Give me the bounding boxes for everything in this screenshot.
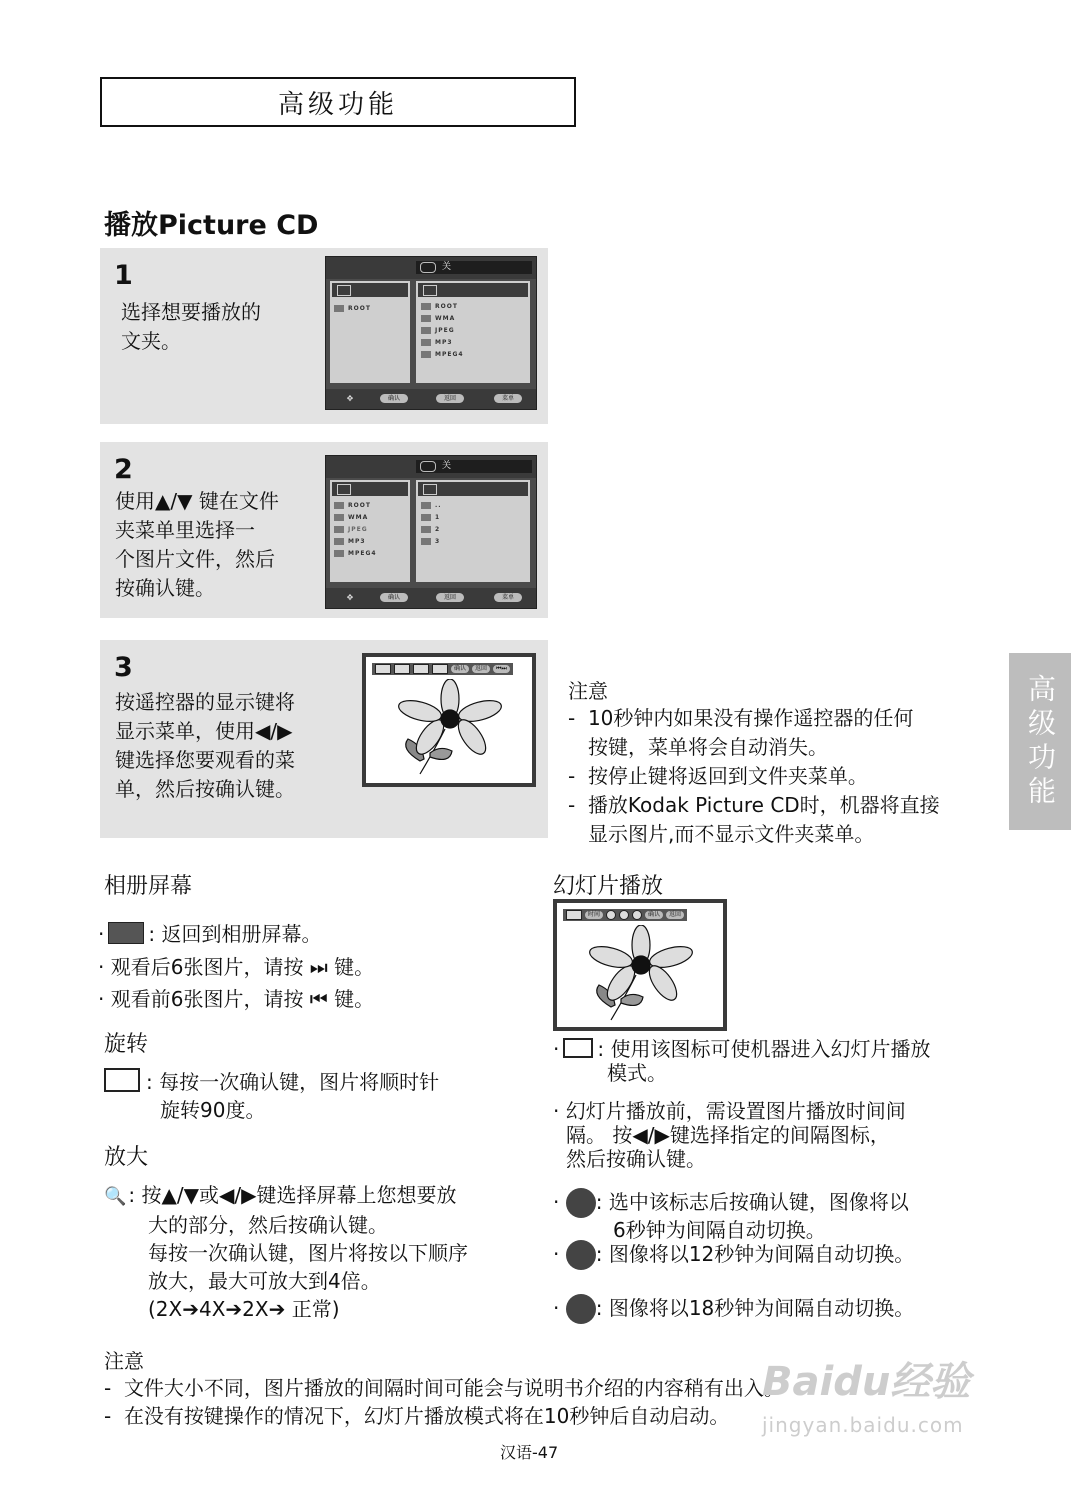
- note-item: - 在没有按键操作的情况下，幻灯片播放模式将在10秒钟后自动启动。: [104, 1404, 730, 1428]
- rotate-item: [104, 1068, 439, 1124]
- step-line: 单，然后按确认键。: [115, 777, 295, 801]
- list-item[interactable]: [421, 315, 455, 322]
- watermark-brand: Baidu经验: [762, 1359, 971, 1405]
- back-button[interactable]: 返回: [436, 394, 464, 403]
- step-line: 文夹。: [121, 329, 181, 353]
- rotate-title: 旋转: [104, 1032, 149, 1057]
- list-item-label: MP3: [348, 538, 366, 545]
- step-line: 按确认键。: [115, 576, 215, 600]
- list-item-label: WMA: [435, 315, 456, 322]
- photo-toolbar: [563, 909, 687, 921]
- confirm-button[interactable]: 确认: [380, 593, 408, 602]
- confirm-pill[interactable]: 确认: [645, 911, 663, 919]
- list-item[interactable]: [334, 502, 371, 509]
- item-text: 大的部分，然后按确认键。: [148, 1213, 388, 1237]
- slideshow-title: 幻灯片播放: [553, 874, 664, 899]
- album-title: 相册屏幕: [104, 874, 193, 899]
- interval-12s-icon[interactable]: [619, 910, 629, 920]
- menu-button[interactable]: 菜单: [494, 593, 522, 602]
- zoom-icon[interactable]: [413, 664, 429, 674]
- zoom-title: 放大: [104, 1145, 149, 1170]
- list-item-label: ROOT: [348, 305, 371, 312]
- back-pill[interactable]: 返回: [472, 665, 490, 673]
- interval-12s-item: · : 图像将以12秒钟为间隔自动切换。: [553, 1240, 993, 1270]
- disc-icon: [337, 285, 351, 296]
- folder-icon: [334, 550, 344, 557]
- item-text: : 图像将以18秒钟为间隔自动切换。: [595, 1296, 915, 1320]
- list-item-label: ROOT: [435, 303, 458, 310]
- list-item-label: MPEG4: [435, 351, 464, 358]
- note-title: 注意: [104, 1349, 144, 1373]
- slideshow-icon[interactable]: [432, 664, 448, 674]
- flower-image: [390, 679, 510, 779]
- step-line: 键选择您要观看的菜: [115, 748, 295, 772]
- confirm-button[interactable]: 确认: [380, 394, 408, 403]
- speaker-icon: [423, 484, 437, 495]
- list-item-label: JPEG: [435, 327, 455, 334]
- back-pill[interactable]: 返回: [666, 911, 684, 919]
- step-line: 夹菜单里选择一: [115, 518, 255, 542]
- list-item-label: WMA: [348, 514, 369, 521]
- album-grid-icon: [108, 922, 144, 944]
- folder-icon: [334, 538, 344, 545]
- repeat-off-tag: [416, 261, 532, 274]
- folder-icon: [421, 339, 431, 346]
- interval-12s-icon: [566, 1240, 596, 1270]
- baidu-watermark: [762, 1350, 1022, 1470]
- interval-18s-icon[interactable]: [632, 910, 642, 920]
- back-button[interactable]: 返回: [436, 593, 464, 602]
- section-title: 播放Picture CD: [104, 210, 319, 241]
- note-line: 显示图片,而不显示文件夹菜单。: [588, 822, 875, 846]
- list-item-label: MPEG4: [348, 550, 377, 557]
- folder-icon: [421, 327, 431, 334]
- repeat-icon: [420, 461, 436, 472]
- note-item: - 按停止键将返回到文件夹菜单。: [568, 764, 868, 788]
- step-line: 显示菜单，使用◀/▶: [115, 719, 293, 743]
- step-text: [115, 487, 279, 603]
- step-number: 3: [114, 652, 133, 683]
- menu-button[interactable]: 菜单: [494, 394, 522, 403]
- right-pane: [416, 480, 530, 582]
- album-item: · 观看后6张图片，请按 ⏭ 键。: [98, 955, 375, 979]
- step-text: [121, 298, 261, 356]
- note-item: - 10秒钟内如果没有操作遥控器的任何 按键，菜单将会自动消失。: [568, 704, 988, 762]
- side-tab: 高级功能: [1009, 653, 1071, 830]
- slideshow-photo: [553, 899, 727, 1031]
- list-item-label: 1: [435, 514, 441, 521]
- item-text: : 选中该标志后按确认键，图像将以: [595, 1190, 909, 1214]
- skip-pill[interactable]: ⏮⏭: [493, 665, 510, 673]
- item-text: : 图像将以12秒钟为间隔自动切换。: [595, 1242, 915, 1266]
- album-icon[interactable]: [375, 664, 391, 674]
- interval-18s-icon: [566, 1294, 596, 1324]
- dpad-icon: ✥: [346, 593, 354, 602]
- folder-icon: [421, 351, 431, 358]
- list-item[interactable]: [421, 514, 440, 521]
- left-pane: [330, 281, 410, 383]
- note-1: [568, 675, 988, 849]
- interval-18s-item: · : 图像将以18秒钟为间隔自动切换。: [553, 1294, 993, 1324]
- list-item[interactable]: [334, 550, 377, 557]
- step-3-panel: [100, 640, 548, 838]
- step-1-panel: [100, 248, 548, 424]
- note-line: 10秒钟内如果没有操作遥控器的任何: [587, 706, 914, 730]
- list-item[interactable]: [421, 526, 440, 533]
- image-file-icon: [421, 526, 431, 533]
- repeat-icon: [420, 262, 436, 273]
- item-text: 幻灯片播放前，需设置图片播放时间间: [565, 1099, 906, 1123]
- note-item: - 播放Kodak Picture CD时，机器将直接 显示图片,而不显示文件夹菜单。: [568, 791, 988, 849]
- list-item-label: MP3: [435, 339, 453, 346]
- item-text: 然后按确认键。: [566, 1147, 706, 1171]
- page-number: 汉语-47: [500, 1443, 559, 1462]
- image-file-icon: [421, 514, 431, 521]
- list-item-label: ..: [435, 502, 442, 509]
- folder-icon: [334, 305, 344, 312]
- open-folder-icon: [334, 526, 344, 533]
- step-line: 个图片文件，然后: [115, 547, 275, 571]
- step-number: 2: [114, 454, 133, 485]
- item-text: : 返回到相册屏幕。: [148, 922, 322, 946]
- header-title: 高级功能: [277, 89, 398, 120]
- folder-up-icon: [421, 502, 431, 509]
- speaker-icon: [423, 285, 437, 296]
- zoom-item: [104, 1181, 468, 1323]
- file-menu-screen: [325, 455, 537, 609]
- rotate-icon: [104, 1068, 140, 1092]
- item-text: 6秒钟为间隔自动切换。: [613, 1218, 826, 1242]
- right-pane: [416, 281, 530, 383]
- interval-6s-item: · : 选中该标志后按确认键，图像将以 6秒钟为间隔自动切换。: [553, 1188, 993, 1242]
- item-text: 观看前6张图片，请按 ⏮ 键。: [110, 987, 375, 1011]
- folder-icon: [421, 315, 431, 322]
- list-item-label: 2: [435, 526, 441, 533]
- item-text: : 每按一次确认键，图片将顺时针: [146, 1070, 440, 1094]
- rotate-icon[interactable]: [394, 664, 410, 674]
- list-item[interactable]: [421, 502, 442, 509]
- item-text: 旋转90度。: [160, 1098, 266, 1122]
- step-line: 按遥控器的显示键将: [115, 690, 295, 714]
- item-text: 观看后6张图片，请按 ⏭ 键。: [110, 955, 375, 979]
- item-text: 每按一次确认键，图片将按以下顺序: [148, 1241, 468, 1265]
- disc-icon: [337, 484, 351, 495]
- header-box: [100, 77, 576, 127]
- flower-image: [581, 925, 701, 1025]
- step-2-panel: [100, 442, 548, 618]
- confirm-pill[interactable]: 确认: [451, 665, 469, 673]
- list-item[interactable]: [421, 303, 458, 310]
- step-number: 1: [114, 260, 133, 291]
- note-line: 在没有按键操作的情况下，幻灯片播放模式将在10秒钟后自动启动。: [123, 1404, 730, 1428]
- slideshow-icon-item: · : 使用该图标可使机器进入幻灯片播放 模式。: [553, 1037, 993, 1085]
- off-label: 关: [442, 262, 452, 272]
- list-item[interactable]: [334, 538, 366, 545]
- interval-6s-icon: [566, 1188, 596, 1218]
- list-item-label: 3: [435, 538, 441, 545]
- zoom-icon: 🔍: [104, 1186, 127, 1207]
- off-label: 关: [442, 461, 452, 471]
- note-line: 按停止键将返回到文件夹菜单。: [587, 764, 868, 788]
- note-title: 注意: [568, 679, 608, 703]
- dpad-icon: ✥: [346, 394, 354, 403]
- left-pane: [330, 480, 410, 582]
- note-line: 文件大小不同，图片播放的间隔时间可能会与说明书介绍的内容稍有出入。: [123, 1376, 784, 1400]
- list-item[interactable]: [334, 305, 371, 312]
- folder-menu-screen: [325, 256, 537, 410]
- list-item[interactable]: [421, 339, 453, 346]
- folder-icon: [334, 514, 344, 521]
- item-text: 模式。: [607, 1061, 667, 1085]
- list-item[interactable]: [334, 514, 368, 521]
- folder-icon: [334, 502, 344, 509]
- note-item: - 文件大小不同，图片播放的间隔时间可能会与说明书介绍的内容稍有出入。: [104, 1376, 784, 1400]
- item-text: (2X➔4X➔2X➔ 正常): [148, 1297, 340, 1321]
- list-item-selected[interactable]: [334, 526, 368, 533]
- list-item-label: ROOT: [348, 502, 371, 509]
- item-text: : 按▲/▼或◀/▶键选择屏幕上您想要放: [128, 1183, 457, 1207]
- image-file-icon: [421, 538, 431, 545]
- watermark-url: jingyan.baidu.com: [762, 1413, 964, 1437]
- album-item: · 观看前6张图片，请按 ⏮ 键。: [98, 987, 375, 1011]
- item-text: 放大，最大可放大到4倍。: [148, 1269, 381, 1293]
- step-line: 使用▲/▼ 键在文件: [115, 489, 279, 513]
- list-item[interactable]: [421, 327, 455, 334]
- list-item-label: JPEG: [348, 526, 368, 533]
- item-text: 隔。 按◀/▶键选择指定的间隔图标，: [566, 1123, 890, 1147]
- interval-6s-icon[interactable]: [606, 910, 616, 920]
- step-line: 选择想要播放的: [121, 300, 261, 324]
- slideshow-icon: [563, 1038, 593, 1058]
- list-item[interactable]: [421, 538, 440, 545]
- repeat-off-tag: [416, 460, 532, 473]
- item-text: : 使用该图标可使机器进入幻灯片播放: [597, 1037, 931, 1061]
- folder-icon: [421, 303, 431, 310]
- photo-display: [362, 653, 536, 787]
- time-pill[interactable]: 时间: [585, 911, 603, 919]
- slideshow-icon[interactable]: [566, 910, 582, 920]
- note-line: 播放Kodak Picture CD时，机器将直接: [587, 793, 940, 817]
- photo-toolbar: [372, 663, 513, 675]
- slideshow-pre-item: · 幻灯片播放前，需设置图片播放时间间 隔。 按◀/▶键选择指定的间隔图标， 然后按确认键。: [553, 1099, 993, 1171]
- album-item: · : 返回到相册屏幕。: [98, 922, 322, 946]
- list-item[interactable]: [421, 351, 464, 358]
- note-line: 按键，菜单将会自动消失。: [588, 735, 828, 759]
- step-text: [115, 688, 295, 804]
